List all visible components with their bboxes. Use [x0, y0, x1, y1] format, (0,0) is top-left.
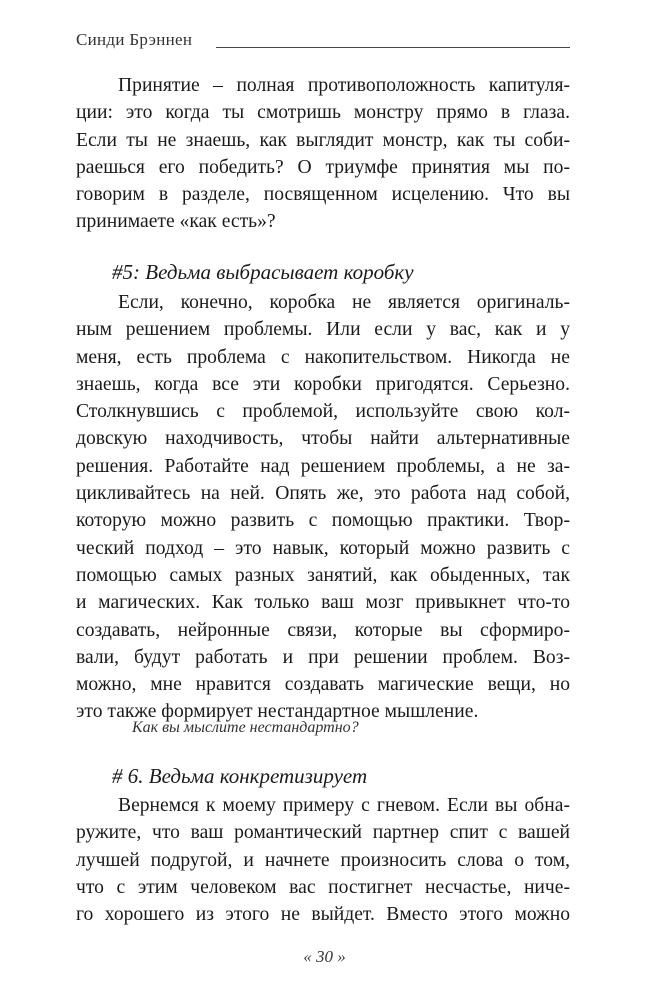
text-line: и магических. Как только ваш мозг привыкнет что-то — [76, 592, 570, 614]
text-line: говорим в разделе, посвященном исцелению. Что вы — [76, 184, 570, 206]
text-line: что с этим человеком вас постигнет несчастье, ниче- — [76, 876, 570, 898]
paragraph-box — [76, 289, 570, 726]
text-line: Если, конечно, коробка не является оригиналь- — [118, 292, 570, 313]
text-line: помощью самых разных занятий, как обыденных, так — [76, 564, 570, 586]
section-heading-5: #5: Ведьма выбрасывает коробку — [112, 260, 414, 284]
text-line: можно, мне нравится создавать магические вещи, но — [76, 674, 570, 696]
text-line: это также формирует нестандартное мышление. — [76, 701, 479, 723]
text-line: го хорошего из этого не выйдет. Вместо этого можно — [76, 904, 570, 926]
text-line: меня, есть проблема с накопительством. Никогда не — [76, 346, 570, 368]
text-line: ции: это когда ты смотришь монстру прямо в глаза. — [76, 102, 570, 124]
text-line: лучшей подругой, и начнете произносить слова о том, — [76, 849, 570, 871]
reflection-question: Как вы мыслите нестандартно? — [132, 719, 359, 736]
section-heading-6: # 6. Ведьма конкретизирует — [112, 764, 368, 788]
text-line: которую можно развить с помощью практики. Твор- — [76, 510, 570, 532]
text-line: раешься его победить? О триумфе принятия мы по- — [76, 156, 570, 178]
text-line: решения. Работайте над решением проблемы, а не за- — [76, 455, 570, 477]
text-line: Принятие – полная противоположность капитуля- — [118, 75, 570, 96]
text-line: вали, будут работать и при решении проблем. Воз- — [76, 646, 570, 668]
text-line: ческий подход – это навык, который можно развить с — [76, 537, 570, 559]
text-line: ружите, что ваш романтический партнер спит с вашей — [76, 822, 570, 844]
running-header — [76, 26, 570, 52]
header-author: Синди Брэннен — [76, 30, 193, 49]
text-line: ным решением проблемы. Или если у вас, как и у — [76, 319, 570, 341]
text-line: знаешь, когда все эти коробки пригодятся. Серьезно. — [76, 373, 570, 395]
paragraph-specify — [76, 792, 570, 928]
text-line: Столкнувшись с проблемой, используйте свою кол- — [76, 401, 570, 423]
text-line: Вернемся к моему примеру с гневом. Если вы обна- — [118, 795, 570, 816]
text-line: довскую находчивость, чтобы найти альтернативные — [76, 428, 570, 450]
text-line: цикливайтесь на ней. Опять же, это работа над собой, — [76, 483, 570, 505]
page-number: « 30 » — [303, 947, 346, 966]
paragraph-acceptance — [76, 72, 570, 236]
text-line: принимаете «как есть»? — [76, 211, 276, 233]
text-line: создавать, нейронные связи, которые вы сформиро- — [76, 619, 570, 641]
text-line: Если ты не знаешь, как выглядит монстр, как ты соби- — [76, 129, 570, 151]
header-rule — [216, 47, 570, 48]
